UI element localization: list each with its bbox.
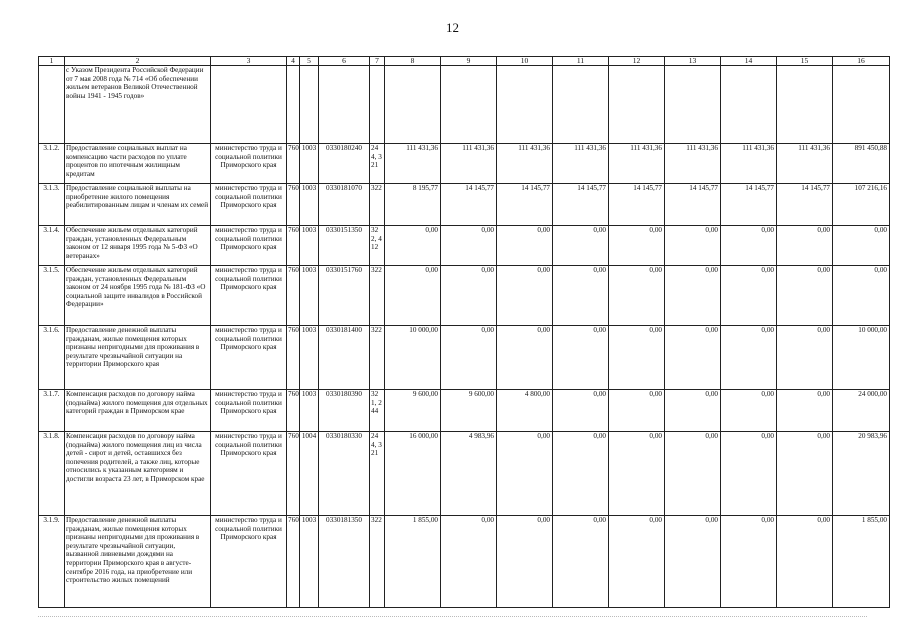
total-amount: 0,00 <box>833 226 890 266</box>
year-amount: 0,00 <box>777 326 833 390</box>
year-amount: 111 431,36 <box>665 144 721 184</box>
expense-type-code: 321, 244 <box>370 390 385 432</box>
year-amount: 0,00 <box>721 326 777 390</box>
year-amount: 14 145,77 <box>777 184 833 226</box>
table-row <box>39 66 890 144</box>
year-amount <box>665 66 721 144</box>
year-amount: 0,00 <box>385 266 441 326</box>
measure-description: Предоставление социальной выплаты на приобретение жилого помещения реабилитированным лицам и членам их семей <box>65 184 211 226</box>
year-amount: 10 000,00 <box>385 326 441 390</box>
item-number: 3.1.8. <box>39 432 65 516</box>
section-code <box>300 66 319 144</box>
item-number <box>39 66 65 144</box>
target-article-code: 0330180330 <box>319 432 370 516</box>
year-amount: 0,00 <box>385 226 441 266</box>
year-amount: 0,00 <box>609 516 665 608</box>
year-amount: 0,00 <box>553 390 609 432</box>
year-amount <box>385 66 441 144</box>
grbs-code: 760 <box>287 326 300 390</box>
year-amount: 0,00 <box>777 390 833 432</box>
target-article-code: 0330151350 <box>319 226 370 266</box>
year-amount: 0,00 <box>777 266 833 326</box>
header-cell: 2 <box>65 57 211 66</box>
header-cell: 10 <box>497 57 553 66</box>
year-amount: 0,00 <box>721 432 777 516</box>
expense-type-code: 244, 321 <box>370 432 385 516</box>
measure-description: Предоставление социальных выплат на компенсацию части расходов по уплате процентов по ипотечным жилищным кредитам <box>65 144 211 184</box>
year-amount: 111 431,36 <box>777 144 833 184</box>
year-amount: 0,00 <box>609 226 665 266</box>
year-amount: 1 855,00 <box>385 516 441 608</box>
total-amount: 0,00 <box>833 266 890 326</box>
year-amount: 0,00 <box>497 432 553 516</box>
item-number: 3.1.4. <box>39 226 65 266</box>
section-code: 1003 <box>300 390 319 432</box>
year-amount: 111 431,36 <box>385 144 441 184</box>
total-amount <box>833 66 890 144</box>
grbs-code: 760 <box>287 184 300 226</box>
header-cell: 3 <box>211 57 287 66</box>
year-amount <box>609 66 665 144</box>
year-amount: 0,00 <box>609 326 665 390</box>
table-row <box>39 390 890 432</box>
year-amount: 0,00 <box>553 266 609 326</box>
year-amount: 16 000,00 <box>385 432 441 516</box>
responsible-executor: министерство труда и социальной политики Приморского края <box>211 432 287 516</box>
year-amount: 0,00 <box>721 516 777 608</box>
year-amount: 0,00 <box>777 226 833 266</box>
total-amount: 107 216,16 <box>833 184 890 226</box>
header-cell: 11 <box>553 57 609 66</box>
measure-description: Предоставление денежной выплаты гражданам, жилые помещения которых признаны непригодными для проживания в результате чрезвычайной ситуации на территории Приморского края <box>65 326 211 390</box>
target-article-code: 0330151760 <box>319 266 370 326</box>
year-amount <box>497 66 553 144</box>
section-code: 1003 <box>300 266 319 326</box>
table-row <box>39 144 890 184</box>
year-amount: 4 800,00 <box>497 390 553 432</box>
year-amount: 8 195,77 <box>385 184 441 226</box>
header-cell: 6 <box>319 57 370 66</box>
header-cell: 16 <box>833 57 890 66</box>
section-code: 1004 <box>300 432 319 516</box>
grbs-code <box>287 66 300 144</box>
table-row <box>39 326 890 390</box>
year-amount: 0,00 <box>665 516 721 608</box>
measure-description: Обеспечение жильем отдельных категорий граждан, установленных Федеральным законом от 12 января 1995 года № 5-ФЗ «О ветеранах» <box>65 226 211 266</box>
year-amount: 0,00 <box>721 226 777 266</box>
header-cell: 14 <box>721 57 777 66</box>
total-amount: 20 983,96 <box>833 432 890 516</box>
year-amount: 0,00 <box>777 432 833 516</box>
year-amount: 0,00 <box>721 266 777 326</box>
year-amount: 0,00 <box>665 326 721 390</box>
item-number: 3.1.2. <box>39 144 65 184</box>
year-amount: 0,00 <box>721 390 777 432</box>
section-code: 1003 <box>300 226 319 266</box>
year-amount: 111 431,36 <box>721 144 777 184</box>
year-amount: 0,00 <box>441 516 497 608</box>
table-row <box>39 226 890 266</box>
year-amount: 111 431,36 <box>441 144 497 184</box>
total-amount: 24 000,00 <box>833 390 890 432</box>
year-amount: 0,00 <box>497 266 553 326</box>
year-amount: 9 600,00 <box>441 390 497 432</box>
year-amount: 0,00 <box>609 266 665 326</box>
measure-description: Компенсация расходов по договору найма (поднайма) жилого помещения лиц из числа детей - сирот и детей, оставшихся без попечения родителей, а также лиц, которые относились к указанным категориям и достигли возраста 23 лет, в Приморском крае <box>65 432 211 516</box>
page-number: 12 <box>446 20 459 35</box>
year-amount: 0,00 <box>497 226 553 266</box>
measure-description: Обеспечение жильем отдельных категорий граждан, установленных Федеральным законом от 24 ноября 1995 года № 181-ФЗ «О социальной защите инвалидов в Российской Федерации» <box>65 266 211 326</box>
year-amount: 0,00 <box>441 266 497 326</box>
year-amount: 9 600,00 <box>385 390 441 432</box>
grbs-code: 760 <box>287 266 300 326</box>
responsible-executor: министерство труда и социальной политики Приморского края <box>211 390 287 432</box>
header-cell: 8 <box>385 57 441 66</box>
year-amount: 111 431,36 <box>553 144 609 184</box>
year-amount: 111 431,36 <box>497 144 553 184</box>
grbs-code: 760 <box>287 390 300 432</box>
year-amount: 0,00 <box>665 266 721 326</box>
year-amount: 14 145,77 <box>721 184 777 226</box>
total-amount: 10 000,00 <box>833 326 890 390</box>
header-cell: 4 <box>287 57 300 66</box>
header-cell: 15 <box>777 57 833 66</box>
target-article-code <box>319 66 370 144</box>
expense-type-code: 322, 412 <box>370 226 385 266</box>
year-amount <box>777 66 833 144</box>
year-amount: 0,00 <box>665 226 721 266</box>
responsible-executor: министерство труда и социальной политики Приморского края <box>211 226 287 266</box>
responsible-executor: министерство труда и социальной политики Приморского края <box>211 266 287 326</box>
item-number: 3.1.7. <box>39 390 65 432</box>
year-amount <box>553 66 609 144</box>
section-code: 1003 <box>300 144 319 184</box>
expense-type-code: 322 <box>370 266 385 326</box>
expense-type-code: 244, 321 <box>370 144 385 184</box>
expense-type-code: 322 <box>370 326 385 390</box>
responsible-executor: министерство труда и социальной политики Приморского края <box>211 326 287 390</box>
year-amount: 0,00 <box>441 326 497 390</box>
expense-type-code: 322 <box>370 516 385 608</box>
responsible-executor: министерство труда и социальной политики Приморского края <box>211 144 287 184</box>
page-bottom-edge <box>38 616 867 618</box>
header-cell: 9 <box>441 57 497 66</box>
year-amount: 0,00 <box>609 390 665 432</box>
target-article-code: 0330180240 <box>319 144 370 184</box>
year-amount: 0,00 <box>553 326 609 390</box>
expense-type-code <box>370 66 385 144</box>
header-cell: 13 <box>665 57 721 66</box>
year-amount: 14 145,77 <box>609 184 665 226</box>
target-article-code: 0330180390 <box>319 390 370 432</box>
header-cell: 7 <box>370 57 385 66</box>
total-amount: 1 855,00 <box>833 516 890 608</box>
year-amount: 0,00 <box>665 432 721 516</box>
measure-description: Компенсация расходов по договору найма (поднайма) жилого помещения для отдельных категорий граждан в Приморском крае <box>65 390 211 432</box>
year-amount: 0,00 <box>609 432 665 516</box>
target-article-code: 0330181350 <box>319 516 370 608</box>
header-cell: 1 <box>39 57 65 66</box>
grbs-code: 760 <box>287 144 300 184</box>
section-code: 1003 <box>300 184 319 226</box>
grbs-code: 760 <box>287 226 300 266</box>
year-amount: 0,00 <box>553 516 609 608</box>
grbs-code: 760 <box>287 516 300 608</box>
year-amount: 0,00 <box>553 226 609 266</box>
year-amount: 14 145,77 <box>553 184 609 226</box>
responsible-executor <box>211 66 287 144</box>
item-number: 3.1.5. <box>39 266 65 326</box>
measure-description: Предоставление денежной выплаты гражданам, жилые помещения которых признаны непригодными для проживания в результате чрезвычайной ситуации, вызванной ливневыми дождями на территории Приморского края в августе-сентябре 2016 года, на приобретение или строительство жилых помещений <box>65 516 211 608</box>
year-amount: 14 145,77 <box>441 184 497 226</box>
measure-description: с Указом Президента Российской Федерации от 7 мая 2008 года № 714 «Об обеспечении жильем ветеранов Великой Отечественной войны 1941 - 1945 годов» <box>65 66 211 144</box>
year-amount: 14 145,77 <box>497 184 553 226</box>
year-amount: 4 983,96 <box>441 432 497 516</box>
table-row <box>39 516 890 608</box>
year-amount: 111 431,36 <box>609 144 665 184</box>
table-row <box>39 432 890 516</box>
target-article-code: 0330181070 <box>319 184 370 226</box>
responsible-executor: министерство труда и социальной политики Приморского края <box>211 184 287 226</box>
grbs-code: 760 <box>287 432 300 516</box>
year-amount: 0,00 <box>441 226 497 266</box>
expense-type-code: 322 <box>370 184 385 226</box>
target-article-code: 0330181400 <box>319 326 370 390</box>
total-amount: 891 450,88 <box>833 144 890 184</box>
year-amount <box>441 66 497 144</box>
item-number: 3.1.9. <box>39 516 65 608</box>
header-row <box>39 57 890 66</box>
budget-table <box>38 56 890 608</box>
table-row <box>39 184 890 226</box>
item-number: 3.1.3. <box>39 184 65 226</box>
year-amount: 0,00 <box>497 516 553 608</box>
header-cell: 5 <box>300 57 319 66</box>
responsible-executor: министерство труда и социальной политики Приморского края <box>211 516 287 608</box>
section-code: 1003 <box>300 326 319 390</box>
section-code: 1003 <box>300 516 319 608</box>
year-amount <box>721 66 777 144</box>
header-cell: 12 <box>609 57 665 66</box>
year-amount: 0,00 <box>665 390 721 432</box>
table-row <box>39 266 890 326</box>
year-amount: 0,00 <box>777 516 833 608</box>
item-number: 3.1.6. <box>39 326 65 390</box>
year-amount: 0,00 <box>497 326 553 390</box>
year-amount: 14 145,77 <box>665 184 721 226</box>
year-amount: 0,00 <box>553 432 609 516</box>
